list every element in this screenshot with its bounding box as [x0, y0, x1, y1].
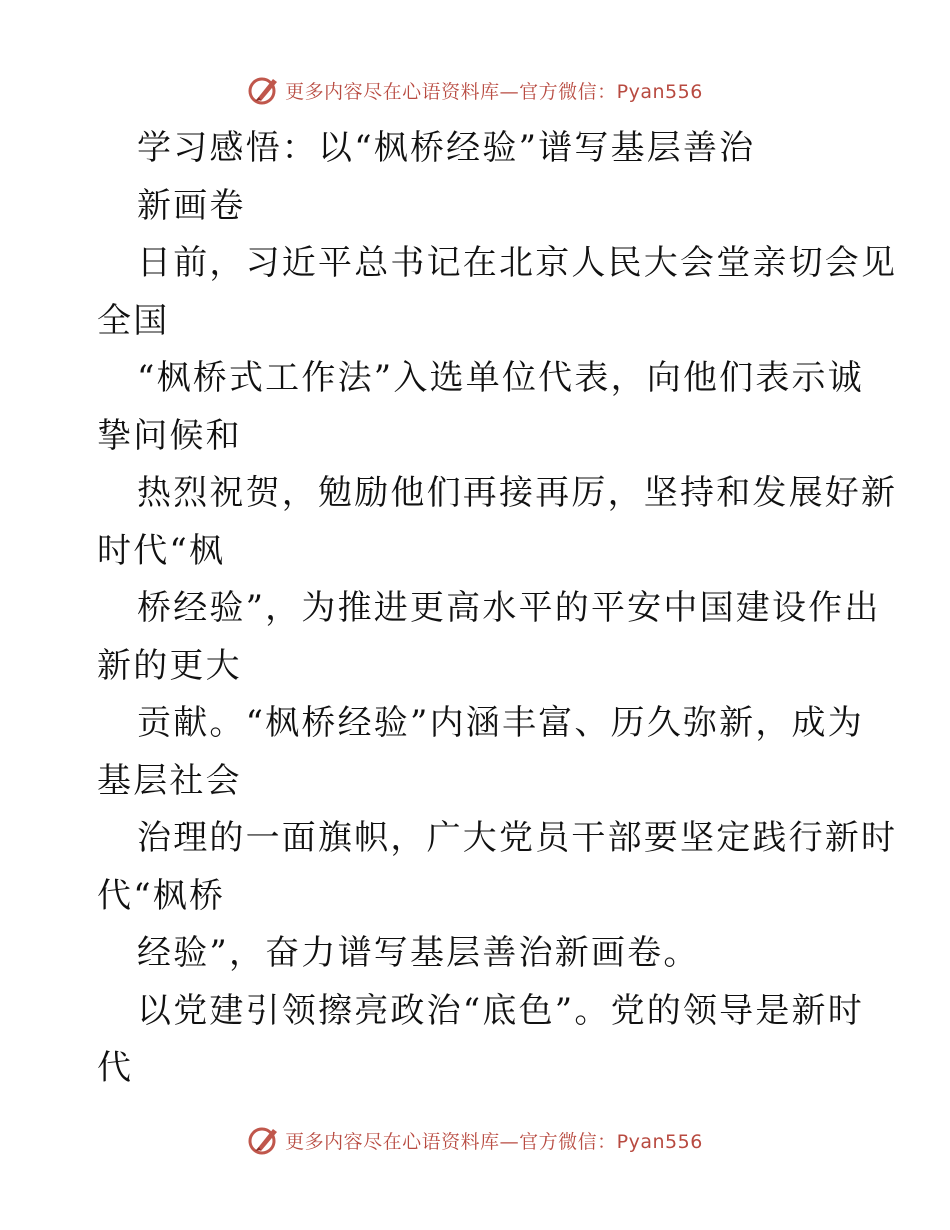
text-line: 时代“枫 — [97, 530, 226, 571]
text-line: 经验”，奋力谱写基层善治新画卷。 — [137, 933, 700, 973]
text-line: 贡献。“枫桥经验”内涵丰富、历久弥新，成为 — [137, 703, 864, 743]
text-line: 新的更大 — [97, 645, 242, 686]
text-line: 学习感悟：以“枫桥经验”谱写基层善治 — [137, 128, 756, 168]
text-line: 挚问候和 — [97, 415, 242, 456]
text-line: 全国 — [97, 300, 170, 341]
banner-text: 更多内容尽在心语资料库—官方微信： — [285, 1130, 617, 1153]
header-watermark-banner — [0, 70, 950, 110]
text-line: 热烈祝贺，勉励他们再接再厉，坚持和发展好新 — [137, 473, 898, 513]
text-line: 以党建引领擦亮政治“底色”。党的领导是新时 — [137, 990, 864, 1031]
footer-watermark-banner — [0, 1120, 950, 1160]
banner-text: 更多内容尽在心语资料库—官方微信： — [285, 80, 617, 103]
text-line: 新画卷 — [137, 185, 246, 226]
text-line: 治理的一面旗帜，广大党员干部要坚定践行新时 — [137, 818, 898, 858]
text-line: 代 — [97, 1048, 134, 1088]
text-line: 桥经验”，为推进更高水平的平安中国建设作出 — [137, 588, 881, 628]
text-line: “枫桥式工作法”入选单位代表，向他们表示诚 — [137, 358, 864, 398]
text-line: 基层社会 — [97, 760, 242, 801]
pen-nib-logo-icon — [247, 1123, 281, 1157]
text-line: 日前，习近平总书记在北京人民大会堂亲切会见 — [137, 243, 898, 283]
text-line: 代“枫桥 — [97, 875, 226, 916]
wechat-id: Pyan556 — [616, 1130, 703, 1153]
wechat-id: Pyan556 — [616, 80, 703, 103]
pen-nib-logo-icon — [247, 73, 281, 107]
document-body — [97, 120, 898, 1098]
